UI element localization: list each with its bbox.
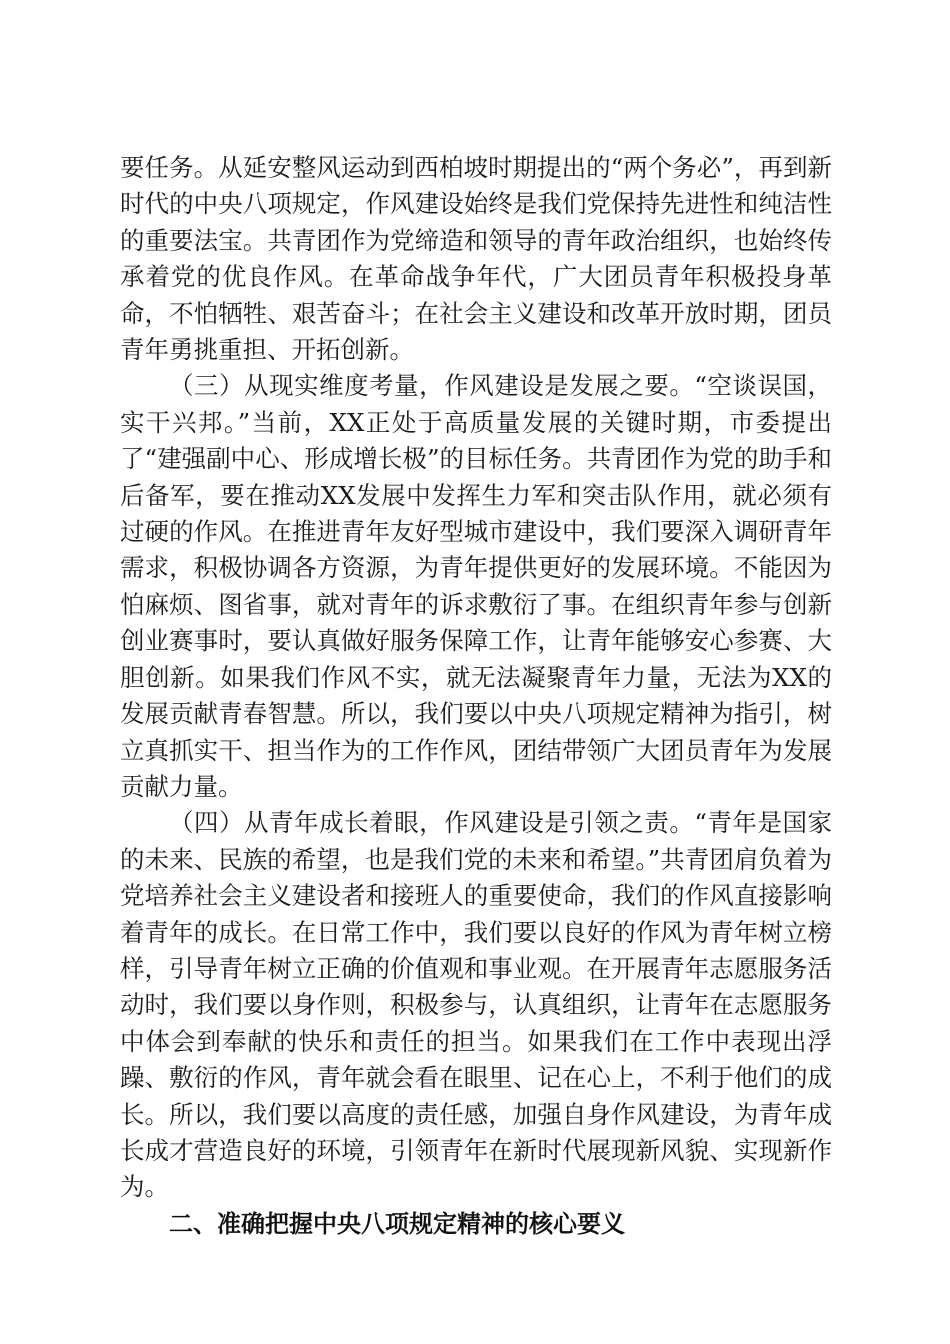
paragraph-continuation: 要任务。从延安整风运动到西柏坡时期提出的“两个务必”，再到新时代的中央八项规定，作风建设始终是我们党保持先进性和纯洁性的重要法宝。共青团作为党缔造和领导的青年政治组织，也始终传承着党的优良作风。在革命战争年代，广大团员青年积极投身革命，不怕牺牲、艰苦奋斗；在社会主义建设和改革开放时期，团员青年勇挑重担、开拓创新。	[120, 153, 832, 365]
document-body	[120, 150, 832, 1242]
section-heading: 二、准确把握中央八项规定精神的核心要义	[169, 1209, 625, 1238]
paragraph-section-three: （三）从现实维度考量，作风建设是发展之要。“空谈误国，实干兴邦。”当前，XX正处于高质量发展的关键时期，市委提出了“建强副中心、形成增长极”的目标任务。共青团作为党的助手和后备军，要在推动XX发展中发挥生力军和突击队作用，就必须有过硬的作风。在推进青年友好型城市建设中，我们要深入调研青年需求，积极协调各方资源，为青年提供更好的发展环境。不能因为怕麻烦、图省事，就对青年的诉求敷衍了事。在组织青年参与创新创业赛事时，要认真做好服务保障工作，让青年能够安心参赛、大胆创新。如果我们作风不实，就无法凝聚青年力量，无法为XX的发展贡献青春智慧。所以，我们要以中央八项规定精神为指引，树立真抓实干、担当作为的工作作风，团结带领广大团员青年为发展贡献力量。	[120, 371, 832, 801]
paragraph-section-four: （四）从青年成长着眼，作风建设是引领之责。“青年是国家的未来、民族的希望，也是我们党的未来和希望。”共青团肩负着为党培养社会主义建设者和接班人的重要使命，我们的作风直接影响着青年的成长。在日常工作中，我们要以良好的作风为青年树立榜样，引导青年树立正确的价值观和事业观。在开展青年志愿服务活动时，我们要以身作则，积极参与，认真组织，让青年在志愿服务中体会到奉献的快乐和责任的担当。如果我们在工作中表现出浮躁、敷衍的作风，青年就会看在眼里、记在心上，不利于他们的成长。所以，我们要以高度的责任感，加强自身作风建设，为青年成长成才营造良好的环境，引领青年在新时代展现新风貌、实现新作为。	[120, 808, 832, 1202]
